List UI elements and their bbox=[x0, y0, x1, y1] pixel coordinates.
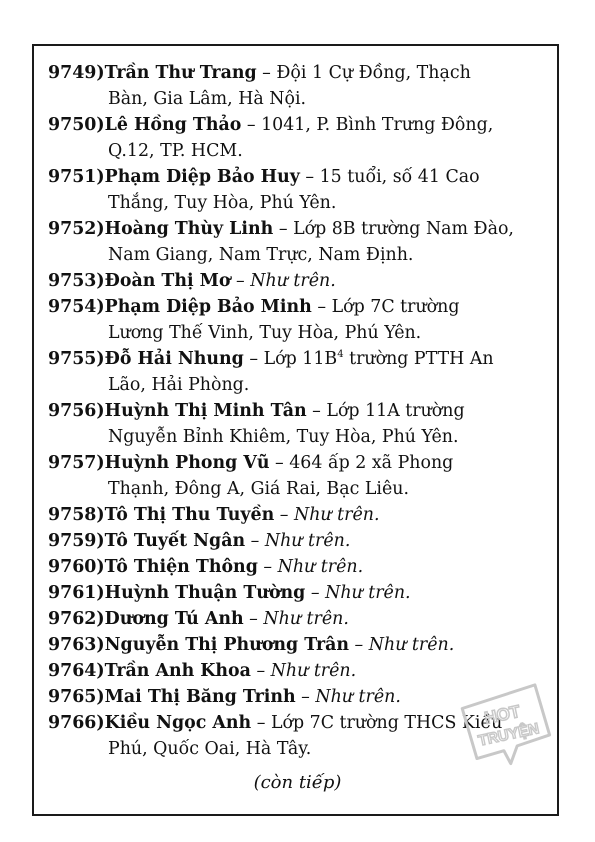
list-item: 9763)Nguyễn Thị Phương Trân – Như trên. bbox=[48, 635, 455, 655]
list-item: 9750)Lê Hồng Thảo – 1041, P. Bình Trưng Đông, Q.12, TP. HCM. bbox=[48, 115, 494, 161]
list-item: 9757)Huỳnh Phong Vũ – 464 ấp 2 xã Phong Thạnh, Đông A, Giá Rai, Bạc Liêu. bbox=[48, 453, 454, 499]
list-item: 9758)Tô Thị Thu Tuyền – Như trên. bbox=[48, 505, 380, 525]
list-item: 9753)Đoàn Thị Mơ – Như trên. bbox=[48, 271, 336, 291]
list-item: 9759)Tô Tuyết Ngân – Như trên. bbox=[48, 531, 351, 551]
list-item: 9751)Phạm Diệp Bảo Huy – 15 tuổi, số 41 Cao Thắng, Tuy Hòa, Phú Yên. bbox=[48, 167, 480, 213]
watermark-text-bottom: TRUYỆN bbox=[476, 720, 541, 750]
list-item: 9761)Huỳnh Thuận Tường – Như trên. bbox=[48, 583, 411, 603]
list-item: 9766)Kiều Ngọc Anh – Lớp 7C trường THCS Kiều Phú, Quốc Oai, Hà Tây. bbox=[48, 713, 503, 759]
list-item: 9755)Đỗ Hải Nhung – Lớp $11B^4$ trường PTTH An Lão, Hải Phòng. bbox=[48, 349, 494, 395]
list-item: 9762)Dương Tú Anh – Như trên. bbox=[48, 609, 349, 629]
list-item: 9756)Huỳnh Thị Minh Tân – Lớp 11A trường Nguyễn Bỉnh Khiêm, Tuy Hòa, Phú Yên. bbox=[48, 401, 465, 447]
watermark-logo bbox=[455, 682, 555, 772]
list-item: 9764)Trần Anh Khoa – Như trên. bbox=[48, 661, 357, 681]
list-item: 9749)Trần Thư Trang – Đội 1 Cự Đồng, Thạch Bàn, Gia Lâm, Hà Nội. bbox=[48, 63, 471, 109]
continued-note: (còn tiếp) bbox=[253, 772, 342, 793]
list-item: 9754)Phạm Diệp Bảo Minh – Lớp 7C trường Lương Thế Vinh, Tuy Hòa, Phú Yên. bbox=[48, 297, 460, 343]
watermark-text-top: HOT bbox=[482, 701, 522, 728]
list-item: 9765)Mai Thị Băng Trinh – Như trên. bbox=[48, 687, 401, 707]
list-item: 9760)Tô Thiện Thông – Như trên. bbox=[48, 557, 364, 577]
list-item: 9752)Hoàng Thùy Linh – Lớp 8B trường Nam Đào, Nam Giang, Nam Trực, Nam Định. bbox=[48, 219, 514, 265]
entry-list bbox=[48, 60, 548, 762]
